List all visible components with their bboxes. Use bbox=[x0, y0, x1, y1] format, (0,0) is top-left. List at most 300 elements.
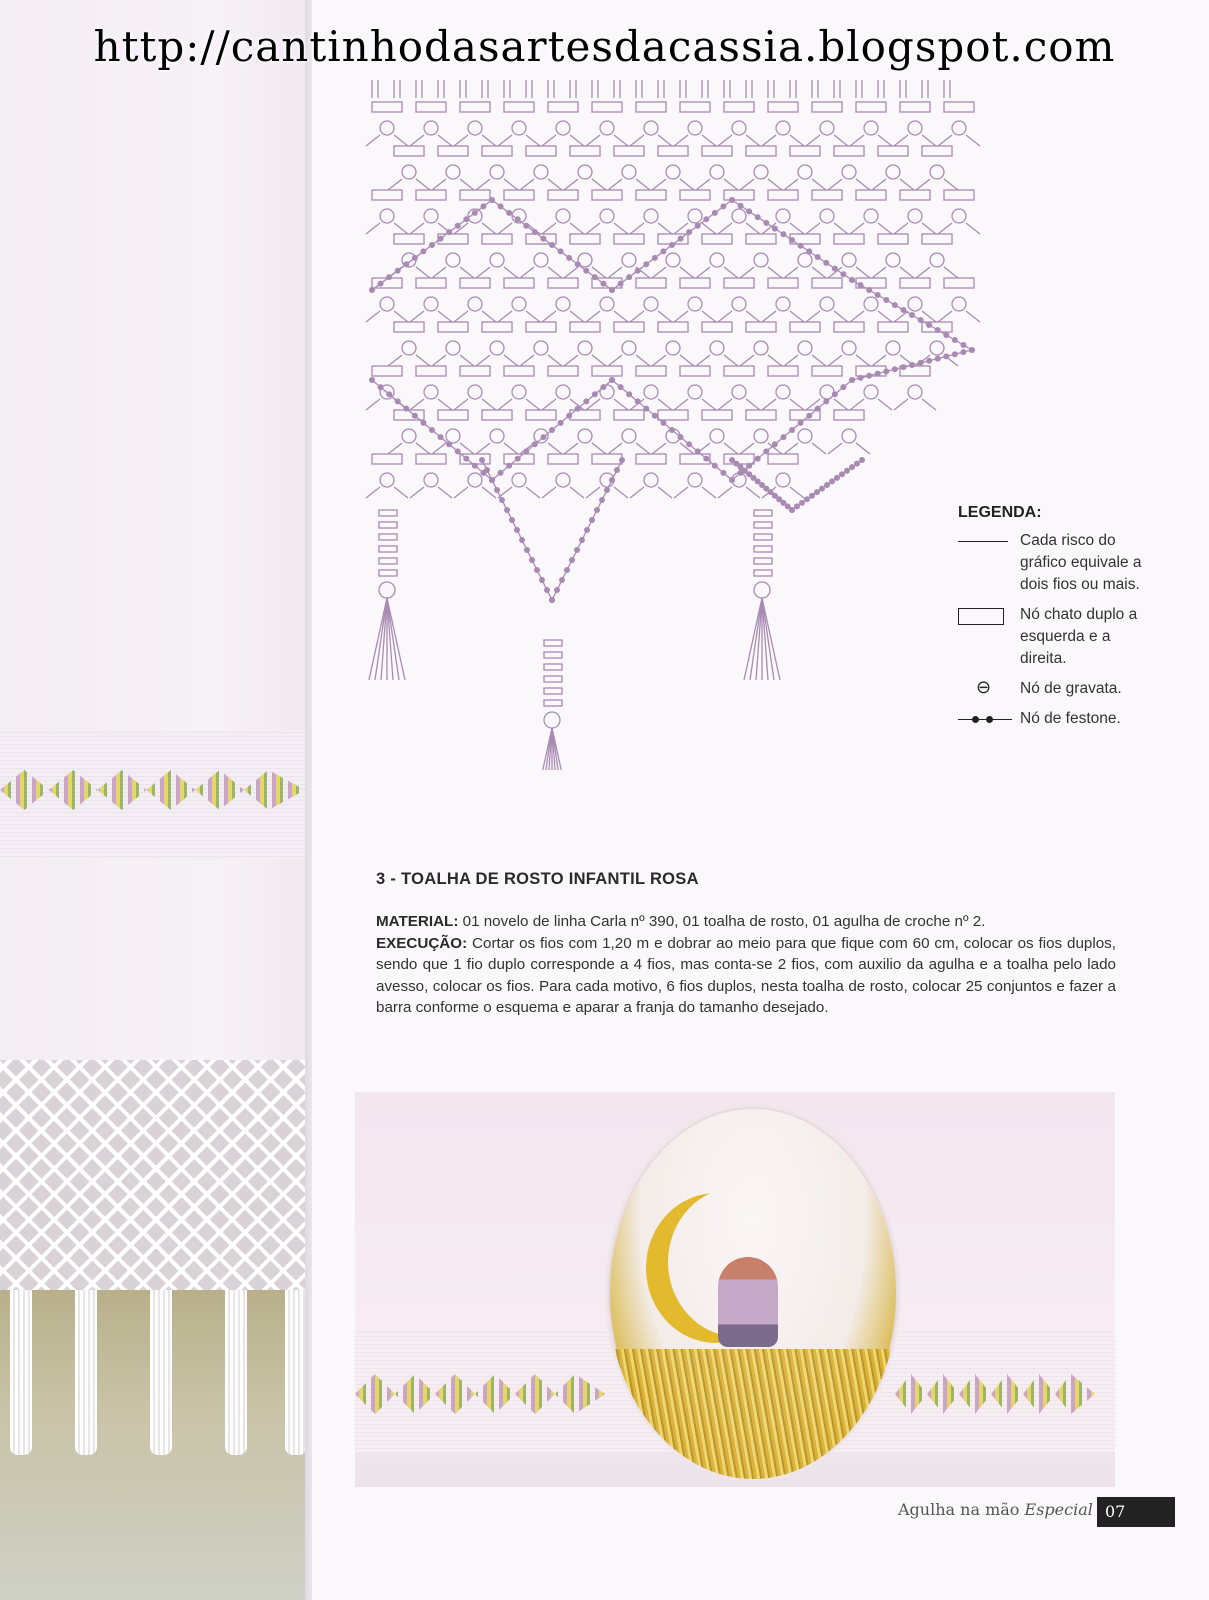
diagram-mark bbox=[916, 267, 930, 278]
diagram-mark bbox=[754, 522, 772, 528]
diagram-mark bbox=[394, 487, 408, 498]
diagram-mark bbox=[688, 209, 702, 223]
diagram-mark bbox=[548, 355, 562, 366]
diagram-mark bbox=[746, 322, 776, 332]
diagram-mark bbox=[724, 179, 738, 190]
diagram-mark bbox=[506, 463, 512, 469]
diagram-mark bbox=[718, 223, 732, 234]
diagram-mark bbox=[943, 332, 949, 338]
diagram-mark bbox=[592, 274, 598, 280]
diagram-mark bbox=[922, 146, 952, 156]
diagram-mark bbox=[506, 210, 512, 216]
magazine-edition: Especial bbox=[1024, 1500, 1093, 1519]
diagram-mark bbox=[548, 179, 562, 190]
diagram-mark bbox=[812, 267, 826, 278]
diagram-mark bbox=[380, 209, 394, 223]
diagram-mark bbox=[755, 456, 761, 462]
diagram-mark bbox=[520, 355, 534, 366]
diagram-mark bbox=[966, 223, 980, 234]
diagram-mark bbox=[824, 482, 830, 488]
diagram-mark bbox=[570, 135, 584, 146]
diagram-mark bbox=[858, 282, 864, 288]
diagram-mark bbox=[754, 253, 768, 267]
diagram-mark bbox=[482, 322, 512, 332]
diagram-mark bbox=[666, 165, 680, 179]
diagram-mark bbox=[789, 427, 795, 433]
diagram-mark bbox=[680, 366, 710, 376]
diagram-mark bbox=[410, 311, 424, 322]
diagram-mark bbox=[762, 598, 774, 680]
diagram-mark bbox=[768, 454, 798, 464]
diagram-mark bbox=[960, 342, 966, 348]
diagram-mark bbox=[908, 209, 922, 223]
legend-title: LEGENDA: bbox=[958, 504, 1042, 521]
diagram-mark bbox=[798, 243, 804, 249]
page-number: 07 bbox=[1097, 1497, 1175, 1527]
diagram-mark bbox=[710, 253, 724, 267]
diagram-mark bbox=[416, 102, 446, 112]
diagram-mark bbox=[806, 248, 812, 254]
diagram-mark bbox=[850, 223, 864, 234]
diagram-mark bbox=[918, 360, 924, 366]
diagram-mark bbox=[944, 179, 958, 190]
diagram-mark bbox=[372, 366, 402, 376]
box-icon bbox=[958, 604, 1012, 626]
diagram-mark bbox=[542, 487, 556, 498]
diagram-mark bbox=[892, 302, 898, 308]
diagram-mark bbox=[812, 190, 842, 200]
diagram-mark bbox=[512, 385, 526, 399]
diagram-mark bbox=[702, 487, 716, 498]
diagram-mark bbox=[463, 216, 469, 222]
diagram-mark bbox=[630, 311, 644, 322]
diagram-mark bbox=[823, 398, 829, 404]
diagram-mark bbox=[883, 368, 889, 374]
diagram-mark bbox=[490, 341, 504, 355]
diagram-mark bbox=[724, 102, 754, 112]
diagram-mark bbox=[849, 464, 855, 470]
diagram-mark bbox=[732, 121, 746, 135]
diagram-mark bbox=[482, 146, 512, 156]
material-text: 01 novelo de linha Carla nº 390, 01 toalha de rosto, 01 agulha de croche nº 2. bbox=[462, 913, 986, 930]
diagram-mark bbox=[674, 223, 688, 234]
diagram-mark bbox=[908, 297, 922, 311]
diagram-mark bbox=[652, 267, 666, 278]
diagram-mark bbox=[482, 410, 512, 420]
diagram-mark bbox=[526, 487, 540, 498]
diagram-mark bbox=[403, 261, 409, 267]
diagram-mark bbox=[375, 598, 387, 680]
diagram-mark bbox=[666, 253, 680, 267]
diagram-mark bbox=[658, 223, 672, 234]
diagram-mark bbox=[369, 377, 375, 383]
diagram-mark bbox=[556, 121, 570, 135]
diagram-mark bbox=[658, 146, 688, 156]
diagram-mark bbox=[636, 190, 666, 200]
diagram-mark bbox=[724, 190, 754, 200]
diagram-mark bbox=[379, 558, 397, 564]
diagram-mark bbox=[832, 266, 838, 272]
diagram-mark bbox=[438, 399, 452, 410]
diagram-mark bbox=[688, 121, 702, 135]
diagram-mark bbox=[746, 146, 776, 156]
diagram-mark bbox=[388, 355, 402, 366]
diagram-mark bbox=[504, 443, 518, 454]
diagram-mark bbox=[366, 399, 380, 410]
diagram-mark bbox=[523, 448, 529, 454]
diagram-mark bbox=[644, 121, 658, 135]
diagram-mark bbox=[718, 399, 732, 410]
diagram-mark bbox=[558, 248, 564, 254]
diagram-mark bbox=[416, 443, 430, 454]
diagram-mark bbox=[866, 373, 872, 379]
diagram-mark bbox=[966, 135, 980, 146]
legend-text: Nó chato duplo a esquerda e a direita. bbox=[1020, 606, 1138, 667]
diagram-mark bbox=[644, 385, 658, 399]
diagram-mark bbox=[579, 537, 585, 543]
tassel bbox=[10, 1290, 32, 1455]
diagram-mark bbox=[402, 165, 416, 179]
material-paragraph bbox=[376, 911, 1116, 1019]
diagram-mark bbox=[402, 429, 416, 443]
diagram-mark bbox=[460, 190, 490, 200]
diagram-mark bbox=[842, 341, 856, 355]
diagram-mark bbox=[523, 223, 529, 229]
diagram-mark bbox=[900, 267, 914, 278]
diagram-mark bbox=[780, 231, 786, 237]
diagram-mark bbox=[762, 135, 776, 146]
diagram-mark bbox=[829, 478, 835, 484]
diagram-mark bbox=[504, 102, 534, 112]
magazine-name: Agulha na mão bbox=[898, 1500, 1020, 1519]
diagram-mark bbox=[710, 429, 724, 443]
diagram-mark bbox=[784, 267, 798, 278]
diagram-mark bbox=[839, 471, 845, 477]
diagram-mark bbox=[635, 268, 641, 274]
diagram-mark bbox=[886, 165, 900, 179]
diagram-mark bbox=[544, 640, 562, 646]
diagram-mark bbox=[424, 473, 438, 487]
diagram-mark bbox=[718, 135, 732, 146]
diagram-mark bbox=[856, 190, 886, 200]
diagram-mark bbox=[592, 391, 598, 397]
diagram-mark bbox=[834, 135, 848, 146]
diagram-mark bbox=[512, 121, 526, 135]
tassel bbox=[75, 1290, 97, 1455]
diagram-mark bbox=[930, 253, 944, 267]
diagram-mark bbox=[772, 441, 778, 447]
diagram-mark bbox=[394, 311, 408, 322]
diagram-mark bbox=[554, 587, 560, 593]
diagram-mark bbox=[544, 712, 560, 728]
legend-text: Nó de gravata. bbox=[1020, 680, 1122, 697]
diagram-mark bbox=[410, 135, 424, 146]
diagram-mark bbox=[828, 443, 842, 454]
diagram-mark bbox=[424, 121, 438, 135]
diagram-mark bbox=[570, 223, 584, 234]
diagram-mark bbox=[570, 146, 600, 156]
diagram-mark bbox=[379, 534, 397, 540]
diagram-mark bbox=[872, 179, 886, 190]
diagram-mark bbox=[842, 253, 856, 267]
diagram-mark bbox=[922, 223, 936, 234]
legend-item-dots bbox=[958, 708, 1158, 730]
diagram-mark bbox=[720, 203, 726, 209]
diagram-mark bbox=[658, 487, 672, 498]
diagram-mark bbox=[556, 385, 570, 399]
child-figure-icon bbox=[718, 1257, 778, 1347]
diagram-mark bbox=[883, 297, 889, 303]
diagram-mark bbox=[526, 399, 540, 410]
diagram-mark bbox=[520, 267, 534, 278]
diagram-mark bbox=[922, 234, 952, 244]
diagram-mark bbox=[790, 146, 820, 156]
diagram-mark bbox=[622, 165, 636, 179]
line-icon bbox=[958, 530, 1012, 552]
diagram-mark bbox=[875, 292, 881, 298]
diagram-mark bbox=[762, 399, 776, 410]
diagram-mark bbox=[534, 253, 548, 267]
diagram-mark bbox=[556, 473, 570, 487]
diagram-mark bbox=[703, 216, 709, 222]
diagram-mark bbox=[780, 434, 786, 440]
diagram-mark bbox=[894, 399, 908, 410]
diagram-mark bbox=[828, 355, 842, 366]
diagram-mark bbox=[732, 297, 746, 311]
diagram-mark bbox=[472, 463, 478, 469]
diagram-mark bbox=[609, 287, 615, 293]
diagram-mark bbox=[630, 223, 644, 234]
diagram-mark bbox=[900, 278, 930, 288]
diagram-mark bbox=[790, 311, 804, 322]
diagram-mark bbox=[504, 507, 510, 513]
legend-text: Cada risco do gráfico equivale a dois fios ou mais. bbox=[1020, 532, 1142, 593]
diagram-mark bbox=[575, 406, 581, 412]
macrame-diagram bbox=[362, 80, 1002, 770]
diagram-mark bbox=[892, 366, 898, 372]
diagram-mark bbox=[614, 399, 628, 410]
diagram-mark bbox=[446, 429, 460, 443]
diagram-mark bbox=[402, 341, 416, 355]
diagram-mark bbox=[622, 253, 636, 267]
diagram-mark bbox=[424, 209, 438, 223]
diagram-mark bbox=[479, 457, 485, 463]
diagram-mark bbox=[578, 341, 592, 355]
diagram-mark bbox=[482, 135, 496, 146]
diagram-mark bbox=[544, 700, 562, 706]
diagram-mark bbox=[556, 297, 570, 311]
diagram-mark bbox=[566, 255, 572, 261]
diagram-mark bbox=[724, 267, 738, 278]
diagram-mark bbox=[952, 337, 958, 343]
diagram-mark bbox=[416, 179, 430, 190]
diagram-mark bbox=[784, 443, 798, 454]
diagram-mark bbox=[674, 487, 688, 498]
diagram-mark bbox=[626, 274, 632, 280]
diagram-mark bbox=[403, 406, 409, 412]
diagram-mark bbox=[609, 477, 615, 483]
diagram-mark bbox=[504, 366, 534, 376]
diagram-mark bbox=[455, 223, 461, 229]
diagram-mark bbox=[680, 102, 710, 112]
diagram-mark bbox=[878, 223, 892, 234]
diagram-mark bbox=[549, 597, 555, 603]
diagram-mark bbox=[542, 135, 556, 146]
diagram-mark bbox=[586, 223, 600, 234]
diagram-mark bbox=[460, 443, 474, 454]
diagram-mark bbox=[416, 366, 446, 376]
diagram-mark bbox=[820, 209, 834, 223]
diagram-mark bbox=[416, 355, 430, 366]
diagram-mark bbox=[460, 355, 474, 366]
diagram-mark bbox=[578, 165, 592, 179]
diagram-mark bbox=[746, 463, 752, 469]
diagram-mark bbox=[856, 267, 870, 278]
diagram-mark bbox=[424, 297, 438, 311]
page-edge bbox=[305, 0, 312, 1600]
diagram-mark bbox=[740, 179, 754, 190]
legend-text: Nó de festone. bbox=[1020, 710, 1121, 727]
diagram-mark bbox=[564, 443, 578, 454]
diagram-mark bbox=[504, 179, 518, 190]
diagram-mark bbox=[566, 413, 572, 419]
diagram-mark bbox=[592, 179, 606, 190]
diagram-mark bbox=[872, 355, 886, 366]
diagram-mark bbox=[592, 102, 622, 112]
diagram-mark bbox=[840, 271, 846, 277]
legend-item-box bbox=[958, 604, 1158, 670]
diagram-mark bbox=[790, 487, 804, 498]
diagram-mark bbox=[410, 223, 424, 234]
article bbox=[376, 870, 1116, 1019]
diagram-mark bbox=[660, 420, 666, 426]
diagram-mark bbox=[652, 443, 666, 454]
diagram-mark bbox=[460, 267, 474, 278]
diagram-mark bbox=[600, 297, 614, 311]
diagram-mark bbox=[789, 237, 795, 243]
diagram-mark bbox=[636, 454, 666, 464]
diagram-mark bbox=[498, 311, 512, 322]
diagram-mark bbox=[894, 311, 908, 322]
diagram-mark bbox=[856, 355, 870, 366]
diagram-mark bbox=[859, 457, 865, 463]
diagram-mark bbox=[806, 135, 820, 146]
diagram-mark bbox=[526, 135, 540, 146]
diagram-mark bbox=[515, 456, 521, 462]
diagram-mark bbox=[446, 441, 452, 447]
diagram-mark bbox=[820, 121, 834, 135]
diagram-mark bbox=[586, 135, 600, 146]
diagram-mark bbox=[696, 267, 710, 278]
diagram-mark bbox=[772, 226, 778, 232]
diagram-mark bbox=[394, 223, 408, 234]
diagram-mark bbox=[472, 210, 478, 216]
diagram-mark bbox=[410, 487, 424, 498]
tassel bbox=[285, 1290, 307, 1455]
diagram-mark bbox=[614, 487, 628, 498]
diagram-mark bbox=[755, 214, 761, 220]
diagram-mark bbox=[732, 385, 746, 399]
diagram-mark bbox=[790, 135, 804, 146]
diagram-mark bbox=[878, 146, 908, 156]
diagram-mark bbox=[540, 236, 546, 242]
diagram-mark bbox=[379, 546, 397, 552]
diagram-mark bbox=[504, 355, 518, 366]
diagram-mark bbox=[446, 229, 452, 235]
diagram-mark bbox=[644, 297, 658, 311]
diagram-mark bbox=[524, 547, 530, 553]
diagram-mark bbox=[966, 311, 980, 322]
diagram-mark bbox=[455, 448, 461, 454]
diagram-mark bbox=[724, 278, 754, 288]
diagram-mark bbox=[630, 487, 644, 498]
diagram-mark bbox=[380, 473, 394, 487]
diagram-mark bbox=[784, 179, 798, 190]
execution-text: Cortar os fios com 1,20 m e dobrar ao meio para que fique com 60 cm, colocar os fios duplos, sendo que 1 fio duplo corresponde a 4 fios, mas conta-se 2 fios, com auxilio da agulha e a toalha pelo lado avesso, colocar os fios. Para cada motivo, 6 fios duplos, nesta toalha de rosto, colocar 25 conjuntos e fazer a barra conforme o esquema e aparar a franja do tamanho desejado. bbox=[376, 934, 1116, 1016]
diagram-mark bbox=[556, 209, 570, 223]
diagram-mark bbox=[386, 274, 392, 280]
diagram-mark bbox=[575, 261, 581, 267]
diagram-mark bbox=[812, 443, 826, 454]
towel-photo-bottom bbox=[355, 1092, 1115, 1487]
diagram-mark bbox=[526, 146, 556, 156]
diagram-mark bbox=[658, 410, 688, 420]
diagram-mark bbox=[476, 443, 490, 454]
diagram-mark bbox=[678, 434, 684, 440]
diagram-mark bbox=[366, 223, 380, 234]
diagram-mark bbox=[387, 598, 399, 680]
diagram-mark bbox=[599, 497, 605, 503]
diagram-mark bbox=[635, 398, 641, 404]
diagram-mark bbox=[768, 355, 782, 366]
diagram-mark bbox=[583, 398, 589, 404]
diagram-mark bbox=[514, 527, 520, 533]
diagram-mark bbox=[539, 577, 545, 583]
dotted-line-icon bbox=[958, 708, 1012, 730]
diagram-mark bbox=[608, 179, 622, 190]
diagram-mark bbox=[746, 410, 776, 420]
diagram-mark bbox=[626, 391, 632, 397]
diagram-mark bbox=[806, 311, 820, 322]
diagram-mark bbox=[784, 355, 798, 366]
diagram-mark bbox=[812, 179, 826, 190]
diagram-mark bbox=[806, 223, 820, 234]
diagram-mark bbox=[754, 341, 768, 355]
diagram-mark bbox=[686, 229, 692, 235]
grass-icon bbox=[608, 1349, 898, 1479]
diagram-mark bbox=[549, 242, 555, 248]
diagram-mark bbox=[703, 456, 709, 462]
diagram-mark bbox=[644, 209, 658, 223]
diagram-mark bbox=[504, 190, 534, 200]
diagram-mark bbox=[858, 375, 864, 381]
diagram-mark bbox=[378, 281, 384, 287]
diagram-mark bbox=[468, 473, 482, 487]
diagram-mark bbox=[850, 399, 864, 410]
diagram-mark bbox=[680, 179, 694, 190]
diagram-mark bbox=[454, 135, 468, 146]
diagram-mark bbox=[926, 358, 932, 364]
diagram-mark bbox=[894, 223, 908, 234]
diagram-mark bbox=[636, 443, 650, 454]
diagram-mark bbox=[834, 146, 864, 156]
diagram-mark bbox=[429, 427, 435, 433]
diagram-mark bbox=[608, 443, 622, 454]
diagram-mark bbox=[583, 268, 589, 274]
diagram-mark bbox=[544, 664, 562, 670]
diagram-mark bbox=[916, 179, 930, 190]
diagram-mark bbox=[614, 322, 644, 332]
